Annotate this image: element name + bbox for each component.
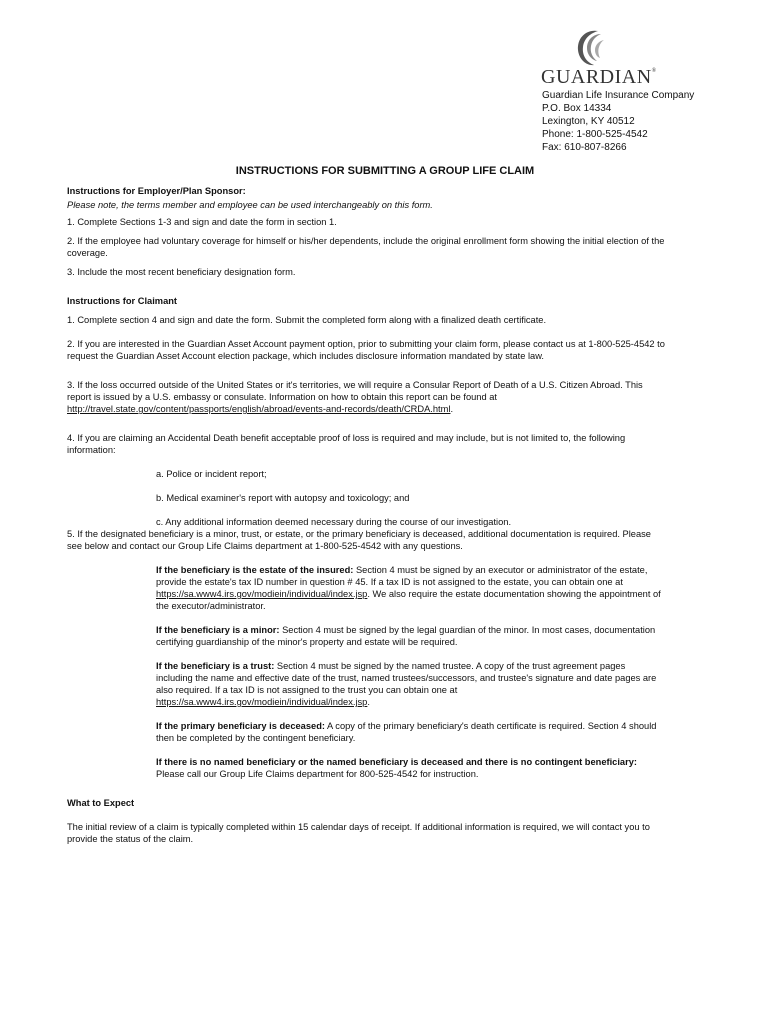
instructions-body (67, 185, 667, 845)
no-beneficiary-paragraph: If there is no named beneficiary or the named beneficiary is deceased and there is no contingent beneficiary: Please call our Group Life Claims department for 800-525-4542 for instruction. (156, 757, 637, 779)
trust-paragraph: If the beneficiary is a trust: Section 4 must be signed by the named trustee. A copy of the trust agreement pages including the name and effective date of the trust, named trustees/successors, and trustee's signature and date pages are also required. If a tax ID is not assigned to the trust you can obtain one at https://sa.www4.irs.gov/modiein/individual/index.jsp. (156, 661, 657, 707)
irs-link-estate[interactable]: https://sa.www4.irs.gov/modiein/individual/index.jsp (156, 589, 368, 599)
claimant-heading: Instructions for Claimant (67, 296, 178, 306)
guardian-logo-icon (574, 28, 608, 68)
employer-item-3: 3. Include the most recent beneficiary designation form. (67, 267, 296, 277)
city-state: Lexington, KY 40512 (542, 116, 635, 127)
crda-link[interactable]: http://travel.state.gov/content/passports/english/abroad/events-and-records/death/CRDA.html (67, 404, 451, 414)
minor-paragraph: If the beneficiary is a minor: Section 4 must be signed by the legal guardian of the minor. In most cases, documentation certifying guardianship of the minor's property and estate will be required. (156, 625, 656, 647)
claimant-item-2: 2. If you are interested in the Guardian Asset Account payment option, prior to submitting your claim form, please contact us at 1-800-525-4542 to request the Guardian Asset Account election package, which includes disclosure information mandated by state law. (67, 339, 665, 361)
guardian-logo: GUARDIAN® (541, 66, 657, 88)
po-box: P.O. Box 14334 (542, 103, 612, 114)
claimant-item-1: 1. Complete section 4 and sign and date the form. Submit the completed form along with a finalized death certificate. (67, 315, 547, 325)
proof-item-a: a. Police or incident report; (156, 469, 267, 479)
employer-item-1: 1. Complete Sections 1-3 and sign and date the form in section 1. (67, 217, 337, 227)
expect-heading: What to Expect (67, 798, 135, 808)
employer-note: Please note, the terms member and employee can be used interchangeably on this form. (67, 200, 433, 210)
phone: Phone: 1-800-525-4542 (542, 129, 648, 140)
claimant-item-5: 5. If the designated beneficiary is a minor, trust, or estate, or the primary beneficiary is deceased, additional documentation is required. Please see below and contact our Group Life Claims department at 1-800-525-4542 with any questions. (67, 529, 651, 551)
claimant-item-4: 4. If you are claiming an Accidental Death benefit acceptable proof of loss is required and may include, but is not limited to, the following information: (67, 433, 626, 455)
employer-item-2: 2. If the employee had voluntary coverage for himself or his/her dependents, include the original enrollment form showing the initial election of the coverage. (67, 236, 665, 258)
company-name: Guardian Life Insurance Company (542, 90, 695, 101)
estate-paragraph: If the beneficiary is the estate of the insured: Section 4 must be signed by an executor or administrator of the estate, provide the estate's tax ID number in question # 45. If a tax ID is not assigned to the estate, you can obtain one at https://sa.www4.irs.gov/modiein/individual/index.jsp. We also require the estate documentation showing the appointment of the executor/administrator. (156, 565, 661, 611)
expect-text: The initial review of a claim is typically completed within 15 calendar days of receipt. If additional information is required, we will contact you to provide the status of the claim. (67, 822, 650, 844)
proof-item-c: c. Any additional information deemed necessary during the course of our investigation. (156, 517, 512, 527)
company-address (542, 89, 694, 154)
fax: Fax: 610-807-8266 (542, 142, 627, 153)
primary-deceased-paragraph: If the primary beneficiary is deceased: A copy of the primary beneficiary's death certificate is required. Section 4 should then be completed by the contingent beneficiary. (156, 721, 657, 743)
proof-item-b: b. Medical examiner's report with autopsy and toxicology; and (156, 493, 410, 503)
claimant-item-3: 3. If the loss occurred outside of the United States or it's territories, we will require a Consular Report of Death of a U.S. Citizen Abroad. This report is issued by a U.S. embassy or consulate. Information on how to obtain this report can be found at http://travel.state.gov/content/passports/english/abroad/events-and-records/death/CRDA.html. (67, 380, 643, 414)
page-title: INSTRUCTIONS FOR SUBMITTING A GROUP LIFE CLAIM (235, 165, 535, 177)
irs-link-trust[interactable]: https://sa.www4.irs.gov/modiein/individual/index.jsp (156, 697, 368, 707)
employer-heading: Instructions for Employer/Plan Sponsor: (67, 186, 246, 196)
